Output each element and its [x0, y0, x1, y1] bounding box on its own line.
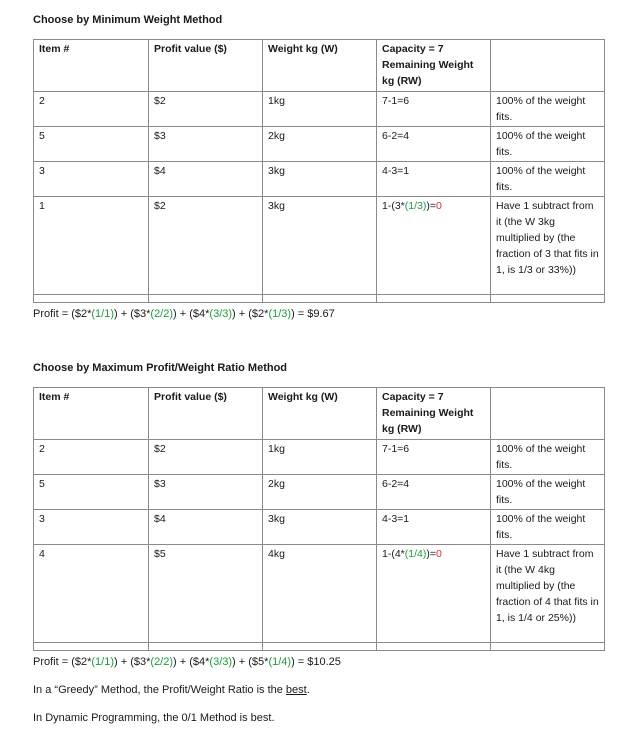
cell-weight: 3kg — [263, 510, 377, 545]
cell-rw — [377, 197, 491, 295]
cell-item: 2 — [34, 440, 149, 475]
cell-weight: 2kg — [263, 127, 377, 162]
section1-heading: Choose by Minimum Weight Method — [33, 14, 223, 26]
cell-item: 5 — [34, 127, 149, 162]
rw-mid: )= — [426, 548, 436, 560]
minimum-weight-table — [33, 39, 605, 303]
rw-fraction: (1/4) — [404, 548, 427, 560]
header-note — [491, 40, 605, 92]
cell-note: 100% of the weight fits. — [491, 127, 605, 162]
cell-note: 100% of the weight fits. — [491, 475, 605, 510]
cell-rw: 4-3=1 — [377, 510, 491, 545]
cell-note: 100% of the weight fits. — [491, 162, 605, 197]
table-row — [34, 545, 605, 643]
header-profit: Profit value ($) — [149, 40, 263, 92]
table-row — [34, 162, 605, 197]
cell-profit: $2 — [149, 92, 263, 127]
rw-zero: 0 — [436, 200, 442, 212]
cell-rw: 4-3=1 — [377, 162, 491, 197]
cell-profit: $3 — [149, 127, 263, 162]
cell-weight: 4kg — [263, 545, 377, 643]
cell-weight: 1kg — [263, 440, 377, 475]
cell-note: Have 1 subtract from it (the W 4kg multiplied by (the fraction of 4 that fits in 1, is 1/4 or 25%)) — [491, 545, 605, 643]
cell-note: 100% of the weight fits. — [491, 92, 605, 127]
header-note — [491, 388, 605, 440]
cell-note: 100% of the weight fits. — [491, 440, 605, 475]
cell-item: 3 — [34, 510, 149, 545]
cell-item: 5 — [34, 475, 149, 510]
table-row — [34, 127, 605, 162]
cell-item: 1 — [34, 197, 149, 295]
table-spacer-row — [34, 295, 605, 303]
rw-prefix: 1-(3* — [382, 200, 405, 212]
table-row — [34, 92, 605, 127]
table-row — [34, 197, 605, 295]
cell-profit: $2 — [149, 197, 263, 295]
header-capacity: Capacity = 7 Remaining Weight kg (RW) — [377, 388, 491, 440]
header-profit: Profit value ($) — [149, 388, 263, 440]
table-row — [34, 475, 605, 510]
cell-profit: $2 — [149, 440, 263, 475]
cell-profit: $4 — [149, 162, 263, 197]
cell-rw: 7-1=6 — [377, 440, 491, 475]
rw-prefix: 1-(4* — [382, 548, 405, 560]
header-item: Item # — [34, 40, 149, 92]
rw-mid: )= — [426, 200, 436, 212]
cell-rw — [377, 545, 491, 643]
best-word: best — [285, 684, 307, 696]
cell-weight: 3kg — [263, 162, 377, 197]
section1-profit-formula: Profit = ($2*(1/1)) + ($3*(2/2)) + ($4*(3/3)) + ($2*(1/3)) = $9.67 — [33, 308, 335, 320]
table-header-row — [34, 388, 605, 440]
cell-weight: 1kg — [263, 92, 377, 127]
rw-fraction: (1/3) — [404, 200, 427, 212]
header-weight: Weight kg (W) — [263, 40, 377, 92]
table-row — [34, 510, 605, 545]
table-header-row — [34, 40, 605, 92]
cell-item: 3 — [34, 162, 149, 197]
cell-profit: $4 — [149, 510, 263, 545]
table-spacer-row — [34, 643, 605, 651]
cell-note: 100% of the weight fits. — [491, 510, 605, 545]
section2-heading: Choose by Maximum Profit/Weight Ratio Method — [33, 362, 288, 374]
section2-profit-formula: Profit = ($2*(1/1)) + ($3*(2/2)) + ($4*(3/3)) + ($5*(1/4)) = $10.25 — [33, 656, 341, 668]
cell-item: 2 — [34, 92, 149, 127]
cell-weight: 2kg — [263, 475, 377, 510]
header-weight: Weight kg (W) — [263, 388, 377, 440]
profit-weight-ratio-table — [33, 387, 605, 651]
cell-rw: 6-2=4 — [377, 475, 491, 510]
cell-rw: 6-2=4 — [377, 127, 491, 162]
cell-weight: 3kg — [263, 197, 377, 295]
cell-profit: $3 — [149, 475, 263, 510]
table-row — [34, 440, 605, 475]
header-item: Item # — [34, 388, 149, 440]
cell-note: Have 1 subtract from it (the W 3kg multiplied by (the fraction of 3 that fits in 1, is 1/3 or 33%)) — [491, 197, 605, 295]
dynamic-conclusion: In Dynamic Programming, the 0/1 Method is best. — [33, 712, 275, 724]
cell-profit: $5 — [149, 545, 263, 643]
rw-zero: 0 — [436, 548, 442, 560]
cell-rw: 7-1=6 — [377, 92, 491, 127]
greedy-conclusion: In a “Greedy” Method, the Profit/Weight Ratio is the best. — [33, 684, 310, 696]
cell-item: 4 — [34, 545, 149, 643]
header-capacity: Capacity = 7 Remaining Weight kg (RW) — [377, 40, 491, 92]
